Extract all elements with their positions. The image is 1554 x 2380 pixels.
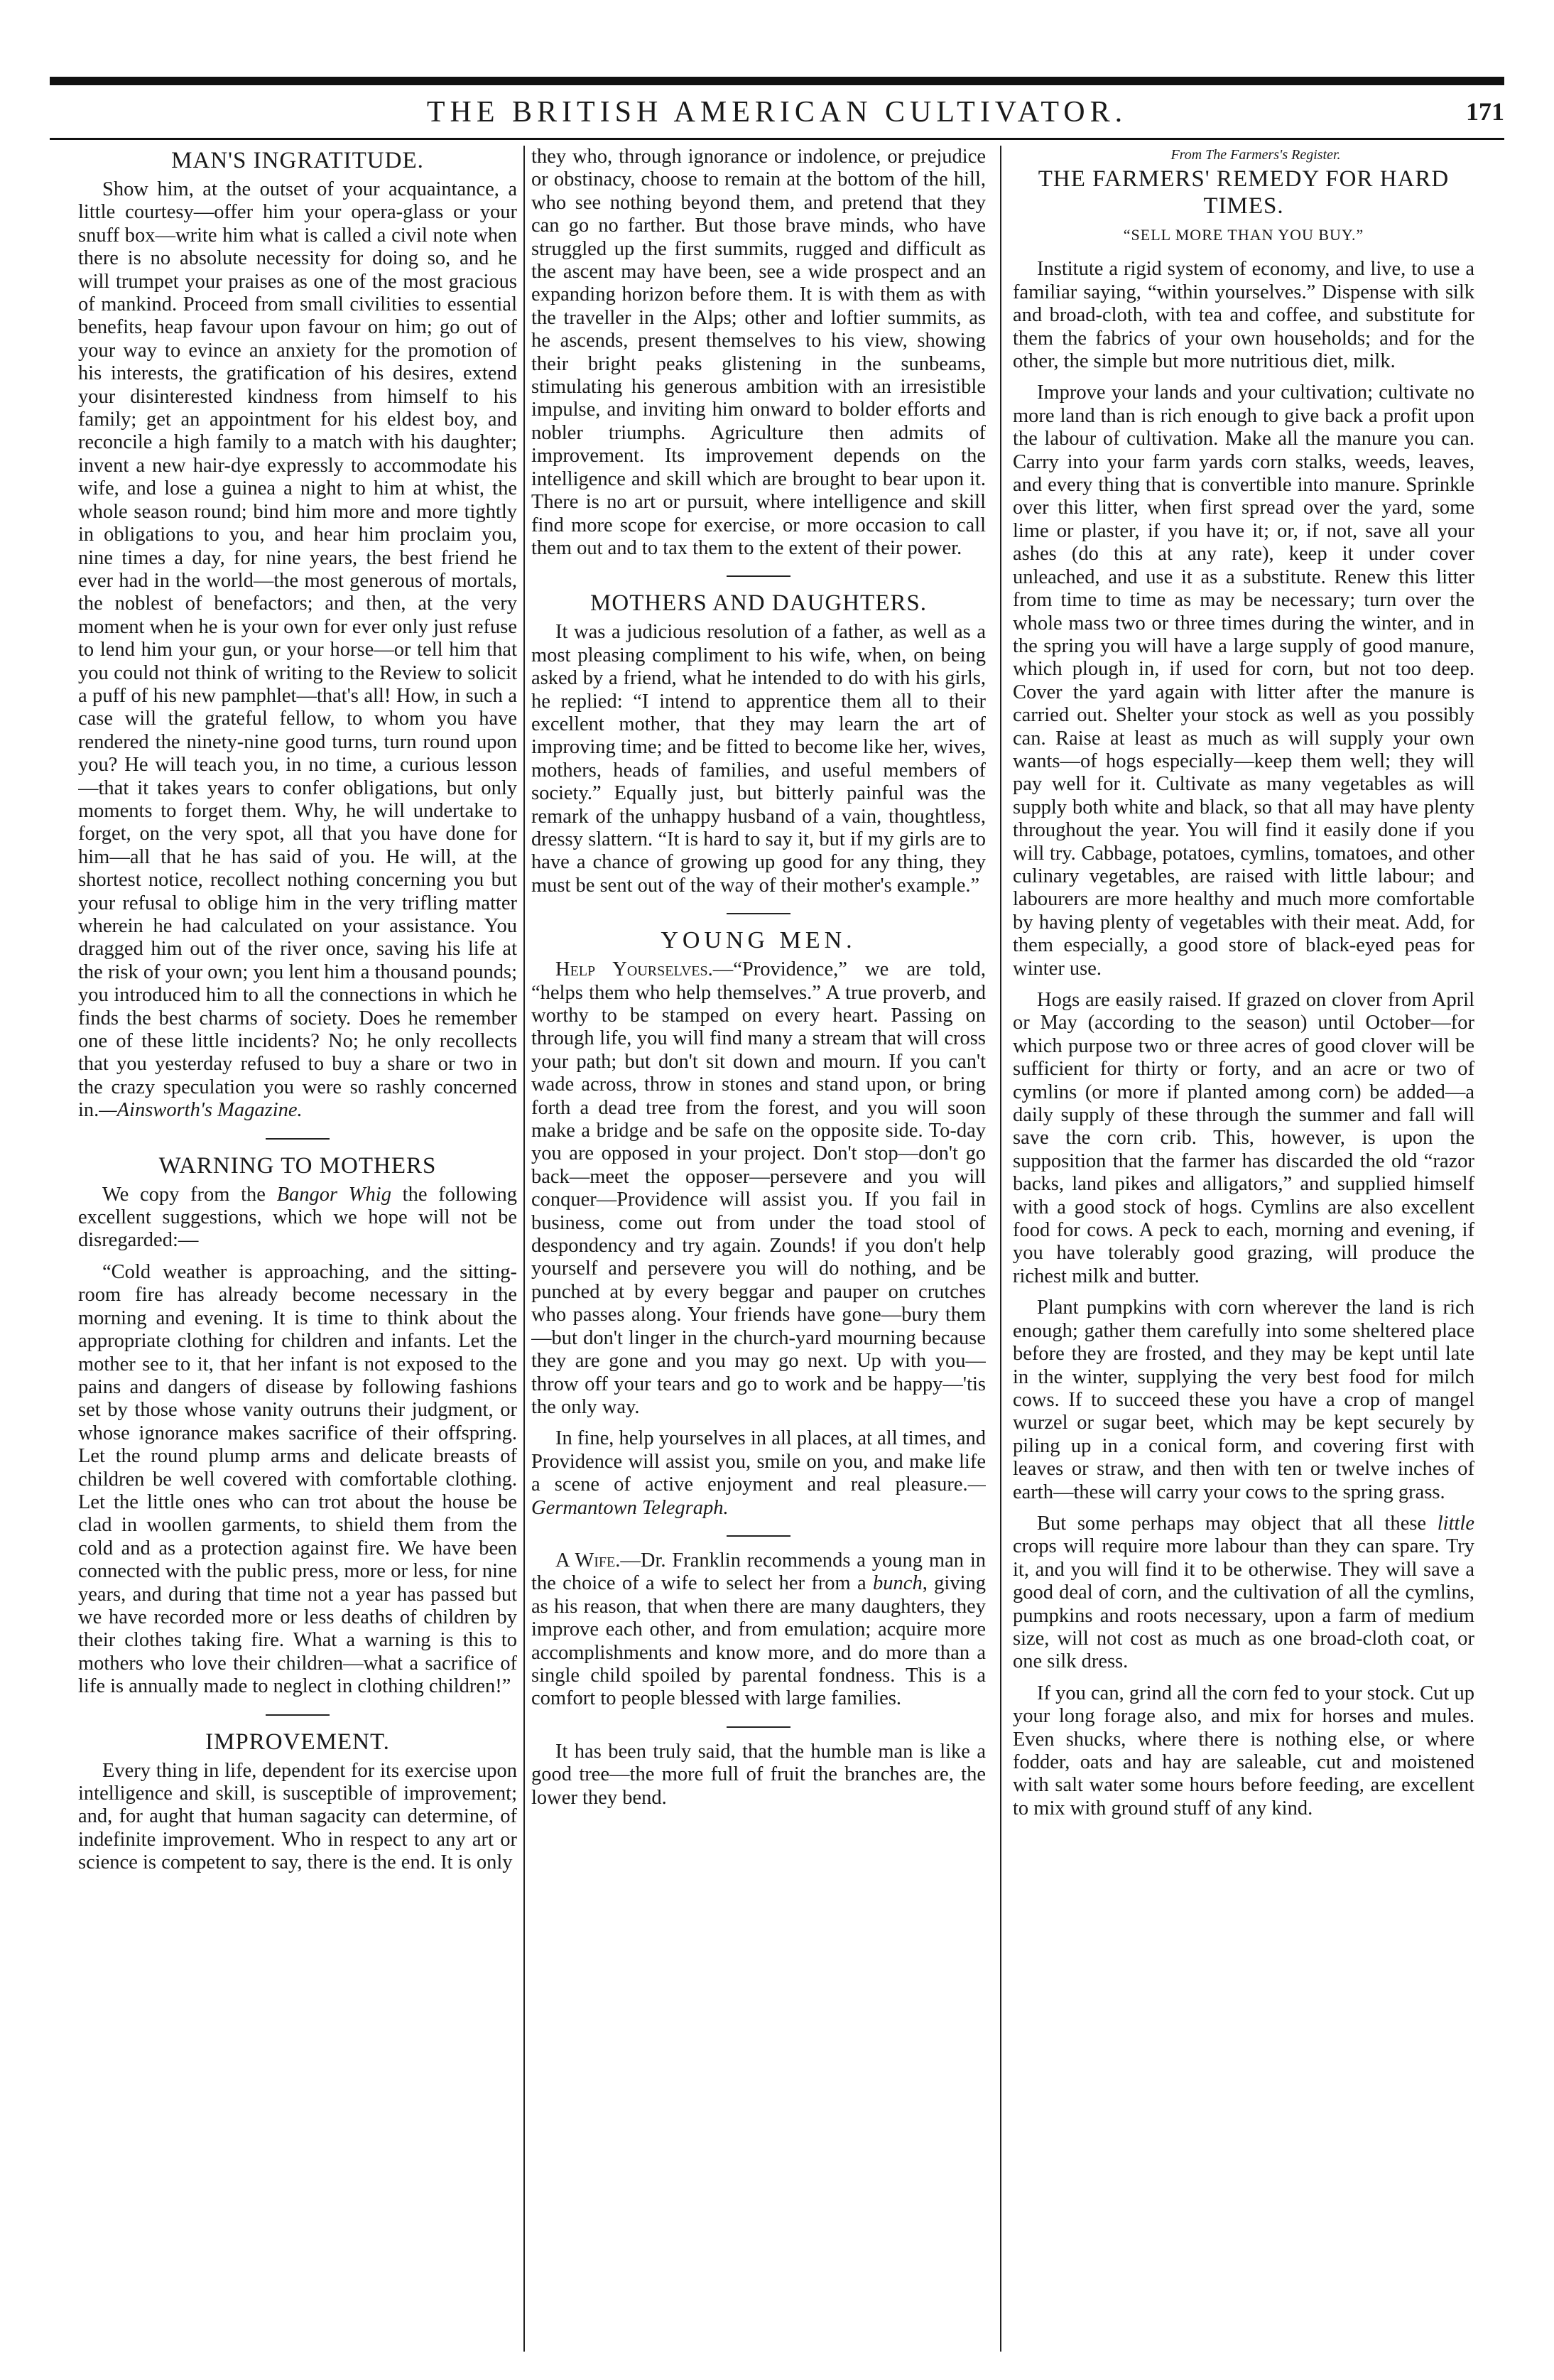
article-body-improvement: Every thing in life, dependent for its exercise upon intelligence and skill, is susceptible of improvement; and, for aught that human sagacity can determine, of indefinite improvement. Who in respect to any art or science is competent to say, there is the end. It is only: [78, 1759, 517, 1874]
separator: [266, 1138, 330, 1140]
newspaper-name: Bangor Whig: [276, 1183, 391, 1206]
source-line: From The Farmers's Register.: [1170, 147, 1341, 163]
body-text: —Dr. Franklin recommends a young man in the choice of a wife to select her from a: [531, 1549, 986, 1595]
masthead: [50, 91, 1504, 134]
source-credit: —Ainsworth's Magazine.: [99, 1099, 303, 1122]
article-heading-improvement: IMPROVEMENT.: [205, 1729, 390, 1755]
emphasis: bunch: [873, 1572, 923, 1595]
article-heading-warning: WARNING TO MOTHERS: [158, 1152, 437, 1179]
body-text: But some perhaps may object that all these: [1037, 1512, 1438, 1535]
masthead-title: THE BRITISH AMERICAN CULTIVATOR.: [426, 96, 1128, 129]
run-in-heading: Help Yourselves.: [555, 958, 713, 981]
column-1: [78, 146, 517, 2352]
separator: [727, 913, 790, 914]
column-2: [531, 146, 986, 2352]
column-divider: [523, 146, 525, 2352]
article-heading-mothers: MOTHERS AND DAUGHTERS.: [590, 590, 927, 617]
article-body-ingratitude: [78, 178, 517, 1123]
article-body-farmers-2: Improve your lands and your cultivation; cultivate no more land than is rich enough to give back a profit upon the labour of cultivation. Make all the manure you can. Carry into your farm yards corn stalks, weeds, leaves, and every thing that is convertible into manure. Sprinkle over this litter, when first spread over the yard, some lime or plaster, if you have it; or, if not, save all your ashes (do this at any rate), keep it under cover unleached, and use it as a substitute. Renew this litter from time to time as may be necessary; turn over the whole mass two or three times during the winter, and in the spring you will have a large supply of good manure, which plough in, if used for corn, but not too deep. Cover the yard again with litter after the manure is carried out. Shelter your stock as well as you possibly can. Raise at least as much as will supply your own wants—of hogs especially—keep them well; they will pay well for it. Cultivate as many vegetables as will supply both white and black, so that all may have plenty throughout the year. You will find it easily done if you will try. Cabbage, potatoes, cymlins, tomatoes, and other culinary vegetables, are raised with little labour; and labourers are more healthy and much more comfortable by having plenty of vegetables with their meat. Add, for them especially, a good store of black-eyed peas for winter use.: [1013, 382, 1474, 980]
separator: [727, 1535, 790, 1537]
article-body-wife: [531, 1549, 986, 1711]
article-heading-young-men: YOUNG MEN.: [661, 927, 857, 954]
article-body-farmers-3: Hogs are easily raised. If grazed on clover from April or May (according to the season) until October—for which purpose two or three acres of good clover will be sufficient for thirty or forty, and an acre or two of cymlins (or more if planted among corn) be added—a daily supply of these through the summer and fall will save the corn crib. This, however, is upon the supposition that the farmer has discarded the old “razor backs, land pikes and alligators,” and supplied himself with a good stock of hogs. Cymlins are also excellent food for cows. A peck to each, morning and evening, if you have tolerably good grazing, will produce the richest milk and butter.: [1013, 989, 1474, 1287]
separator: [266, 1714, 330, 1716]
separator: [727, 575, 790, 577]
article-body-farmers-6: If you can, grind all the corn fed to your stock. Cut up your long forage also, and mix for horses and mules. Even shucks, where there is nothing else, or where fodder, oats and hay are saleable, cut and moistened with salt water some hours before feeding, are excellent to mix with ground stuff of any kind.: [1013, 1682, 1474, 1819]
article-body-improvement-continued: they who, through ignorance or indolence, or prejudice or obstinacy, choose to remain at the bottom of the hill, who see nothing beyond them, and pretend that they can go no farther. But those brave minds, who have struggled up the first summits, rugged and difficult as the ascent may have been, see a wide prospect and an expanding horizon before them. It is with them as with the traveller in the Alps; other and loftier summits, as he ascends, present themselves to his view, showing their bright peaks glistening in the sunbeams, stimulating his generous ambition with an irresistible impulse, and inviting him onward to bolder efforts and nobler triumphs. Agriculture then admits of improvement. Its improvement depends on the intelligence and skill which are brought to bear upon it. There is no art or pursuit, where intelligence and skill find more scope for exercise, or more occasion to call them out and to tax them to the extent of their power.: [531, 146, 986, 559]
emphasis: little: [1437, 1512, 1474, 1535]
article-body-mothers: It was a judicious resolution of a father, as well as a most pleasing compliment to his wife, when, on being asked by a friend, what he intended to do with his girls, he replied: “I intend to apprentice them all to their excellent mother, that they may learn the art of improving time; and be fitted to become like her, wives, mothers, heads of families, and useful members of society.” Equally just, but bitterly painful was the remark of the unhappy husband of a vain, thoughtless, dressy slattern. “It is hard to say it, but if my girls are to have a chance of growing up good for any thing, they must be sent out of the way of their mother's example.”: [531, 621, 986, 897]
article-body-young-men-2: [531, 1427, 986, 1520]
column-divider: [1000, 146, 1001, 2352]
body-text: —“Providence,” we are told, “helps them who help themselves.” A true proverb, and worthy to be stamped on every heart. Passing on through life, you will find many a stream that will cross your path; but don't sit down and mourn. If you can't wade across, throw in stones and stand upon, or bring forth a dead tree from the forest, and you will soon make a bridge and be safe on the opposite side. To-day you are opposed in your project. Don't stop—don't go back—meet the opposer—persevere and you will conquer—Providence will assist you. If you fail in business, come out from under the toad stool of despondency and try again. Zounds! if you don't help yourself and persevere you will do nothing, and be punched at by every beggar and pauper on crutches who passes along. Your friends have gone—bury them—but don't linger in the church-yard mourning because they are gone and you may go next. Up with you—throw off your tears and go to work and be happy—'tis the only way.: [531, 958, 986, 1418]
article-body-young-men: [531, 958, 986, 1419]
body-text: crops will require more labour than they can spare. Try it, and you will find it to be otherwise. They will save a good deal of corn, and the cultivation of all the cymlins, pumpkins and roots necessary, upon a farm of medium size, will not cost as much as one broad-cloth coat, or one silk dress.: [1013, 1535, 1474, 1673]
source-credit: —Germantown Telegraph.: [531, 1473, 986, 1519]
masthead-rule: [50, 138, 1504, 140]
body-text: In fine, help yourselves in all places, at all times, and Providence will assist you, smile on you, and make life a scene of active enjoyment and real pleasure.: [531, 1427, 986, 1496]
article-body-farmers-5: [1013, 1513, 1474, 1674]
body-text: We copy from the: [102, 1183, 277, 1206]
top-rule: [50, 77, 1504, 85]
article-heading-ingratitude: MAN'S INGRATITUDE.: [171, 148, 424, 173]
body-text: , giving as his reason, that when there are many daughters, they improve each other, and from emulation; acquire more accomplishments and know more, and do more than a single child spoiled by parental fondness. This is a comfort to people blessed with large families.: [531, 1572, 986, 1710]
article-body-humble: It has been truly said, that the humble man is like a good tree—the more full of fruit the branches are, the lower they bend.: [531, 1740, 986, 1809]
article-body-warning-quote: “Cold weather is approaching, and the sitting-room fire has already become necessary in the morning and evening. It is time to think about the appropriate clothing for children and infants. Let the mother see to it, that her infant is not exposed to the pains and dangers of disease by following fashions set by those whose vanity outruns their judgment, or whose ignorance makes sacrifice of their offspring. Let the round plump arms and delicate breasts of children be well covered with comfortable clothing. Let the little ones who can trot about the house be clad in woollen garments, to shield them from the cold and as a protection against fire. We have been connected with the public press, more or less, for nine years, and during that time not a year has passed but we have recorded more or less deaths of children by their clothes taking fire. What a warning is this to mothers who love their children—what a sacrifice of life is annually made to neglect in clothing children!”: [78, 1260, 517, 1698]
article-heading-farmers: THE FARMERS' REMEDY FOR HARD TIMES.: [1038, 166, 1450, 219]
page-number: 171: [1466, 97, 1504, 126]
article-motto: “SELL MORE THAN YOU BUY.”: [1123, 226, 1364, 244]
article-body-farmers-1: Institute a rigid system of economy, and live, to use a familiar saying, “within yourselves.” Dispense with silk and broad-cloth, with tea and coffee, and substitute for them the fabrics of your own households; and for the other, the simple but more nutritious diet, milk.: [1013, 258, 1474, 373]
body-text: Show him, at the outset of your acquaintance, a little courtesy—offer him your opera-glass or your snuff box—write him what is called a civil note when there is no absolute necessity for doing so, and he will trumpet your praises as one of the most gracious of mankind. Proceed from small civilities to essential benefits, heap favour upon favour on him; go out of your way to evince an anxiety for the promotion of his interests, the gratification of his desires, extend your disinterested kindness from himself to his family; get an appointment for his eldest boy, and reconcile a high family to a match with his daughter; invent a new hair-dye expressly to accommodate his wife, and lose a guinea a night to him at whist, the whole season round; bind him more and more tightly in obligations to you, and hear him proclaim you, nine times a day, for nine years, the best friend he ever had in the world—the most generous of mortals, the noblest of benefactors; and then, at the very moment when he is your own for ever only just refuse to lend him your gun, or your horse—or tell him that you could not think of writing to the Review to solicit a puff of his new pamphlet—that's all! How, in such a case will the grateful fellow, to whom you have rendered the ninety-nine good turns, turn round upon you? He will teach you, in no time, a curious lesson—that it takes years to confer obligations, but only moments to forget them. Why, he will undertake to forget, on the very spot, all that you have done for him—all that he has said of you. He will, at the shortest notice, recollect nothing concerning you but your refusal to oblige him in the very trifling matter wherein he had calculated on your assistance. You dragged him out of the river once, saving his life at the risk of your own; you lent him a thousand pounds; you introduced him to all the connections in which he finds the best charms of society. Does he remember one of these little incidents? No; he only recollects that you yesterday refused to buy a share or two in the crazy speculation you were so rashly concerned in.: [78, 178, 517, 1122]
column-3: [1013, 146, 1474, 2352]
body-text: the following excellent suggestions, which we hope will not be disregarded:—: [78, 1183, 517, 1252]
article-body-farmers-4: Plant pumpkins with corn wherever the land is rich enough; gather them carefully into some sheltered place before they are frosted, and they may be kept until late in the winter, supplying the very best food for milch cows. If to succeed these you have a crop of mangel wurzel or sugar beet, which may be kept securely by piling up in a conical form, and covering first with leaves or straw, and then with ten or twelve inches of earth—these will carry your cows to the spring grass.: [1013, 1297, 1474, 1503]
article-body-warning-intro: [78, 1184, 517, 1253]
separator: [727, 1726, 790, 1728]
run-in-heading: A Wife.: [555, 1549, 621, 1572]
